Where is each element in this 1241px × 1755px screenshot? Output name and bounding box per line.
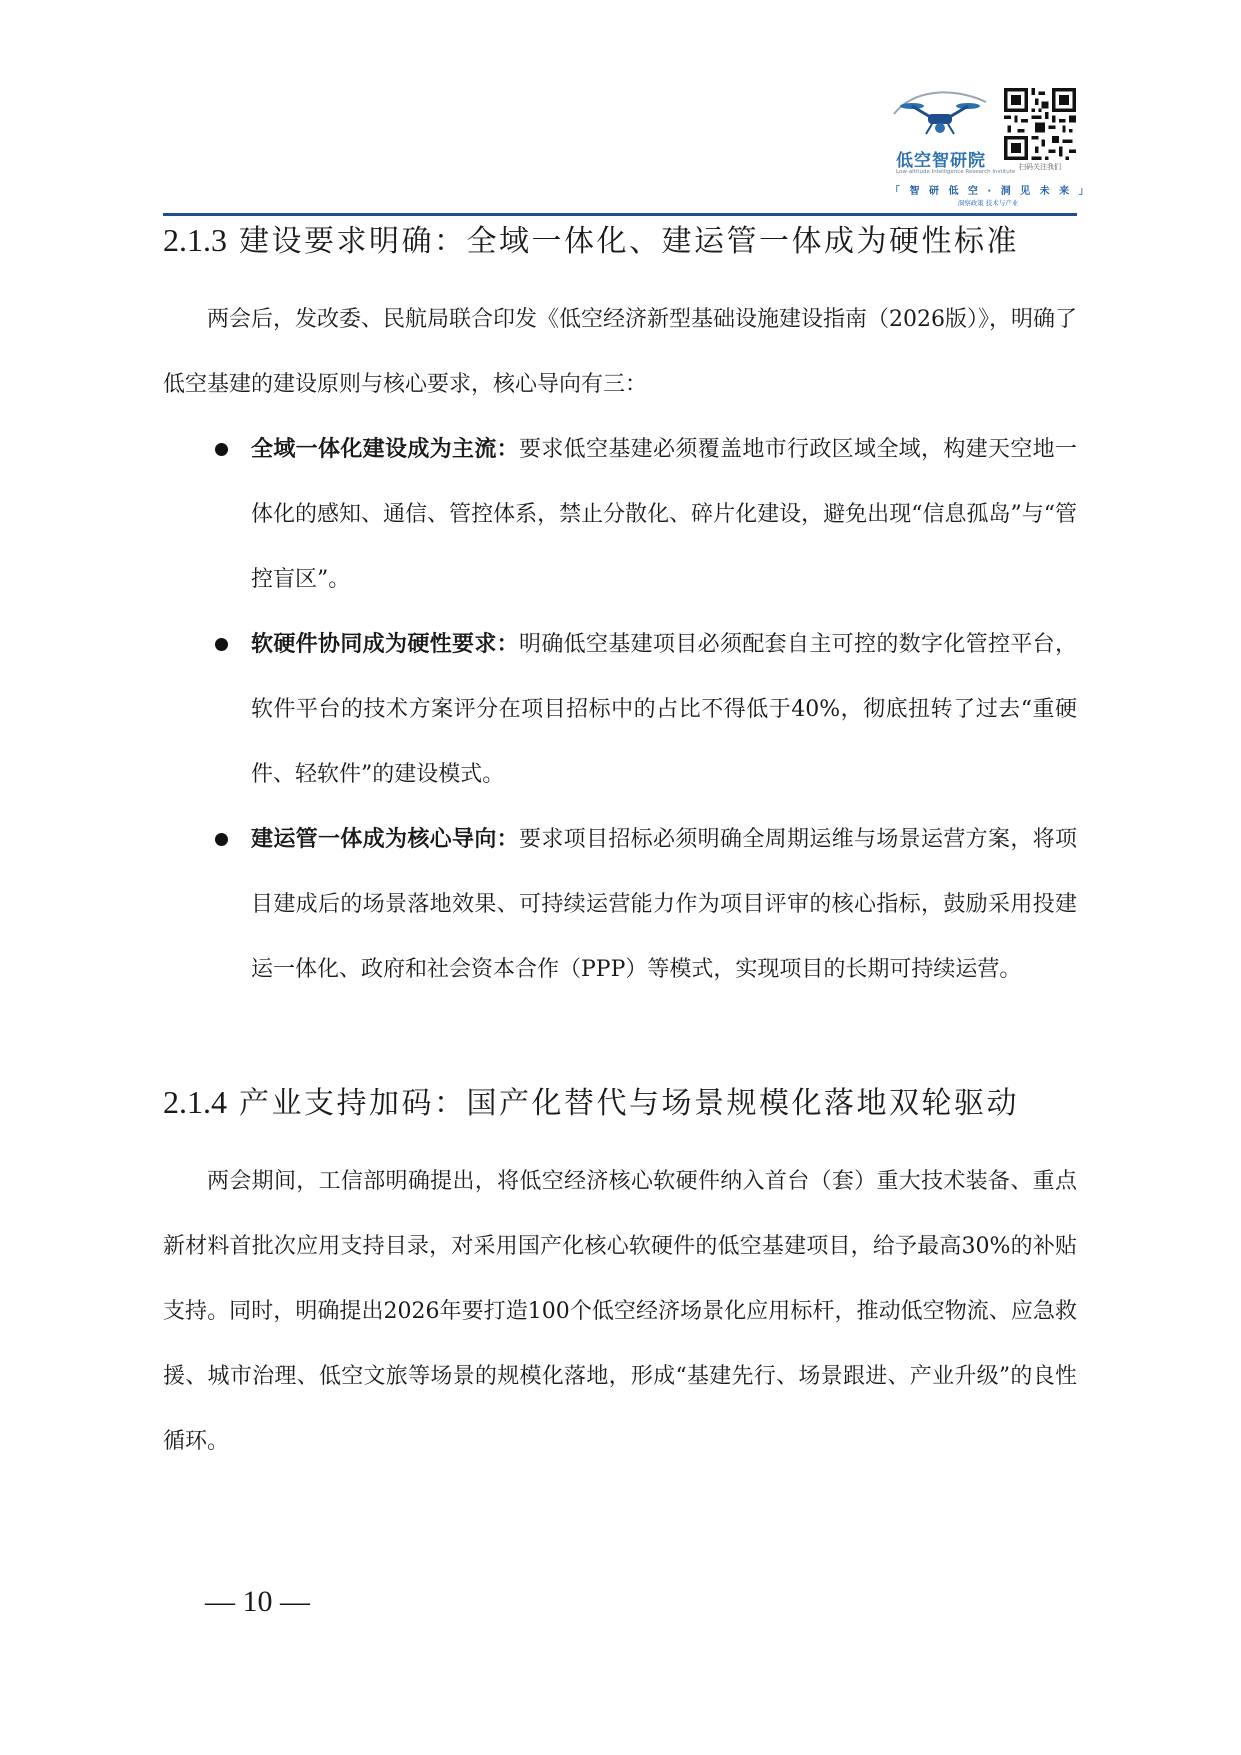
bullet-item (251, 807, 1077, 1002)
bullet-dot (215, 638, 228, 651)
section-title: 建设要求明确：全域一体化、建运管一体成为硬性标准 (227, 224, 1020, 259)
drone-logo-icon (890, 88, 990, 144)
header-divider (163, 213, 1077, 216)
bullet-bold-lead: 建运管一体成为核心导向： (251, 827, 519, 852)
logo-name: 低空智研院 (896, 151, 986, 171)
header-logo-block (890, 88, 1100, 207)
bullet-item (251, 417, 1077, 612)
section-2-1-3-intro: 两会后，发改委、民航局联合印发《低空经济新型基础设施建设指南（2026版）》，明确了低空基建的建设原则与核心要求，核心导向有三： (163, 307, 1077, 397)
qr-code-icon[interactable] (1004, 88, 1076, 160)
bullet-bold-lead: 全域一体化建设成为主流： (251, 437, 519, 462)
qr-caption: 扫码关注我们 (1019, 163, 1061, 171)
section-heading-2-1-3 (163, 220, 1019, 262)
bullet-item (251, 612, 1077, 807)
logo-english-name: Low-altitude Intelligence Research Institute (896, 169, 1016, 175)
page-number: — 10 — (205, 1585, 310, 1618)
section-title: 产业支持加码：国产化替代与场景规模化落地双轮驱动 (227, 1086, 1020, 1121)
bullet-dot (215, 833, 228, 846)
section-2-1-4-body: 两会期间，工信部明确提出，将低空经济核心软硬件纳入首台（套）重大技术装备、重点新材料首批次应用支持目录，对采用国产化核心软硬件的低空基建项目，给予最高30%的补贴支持。同时，明确提出2026年要打造100个低空经济场景化应用标杆，推动低空物流、应急救援、城市治理、低空文旅等场景的规模化落地，形成“基建先行、场景跟进、产业升级”的良性循环。 (163, 1169, 1077, 1454)
section-heading-2-1-4 (163, 1082, 1019, 1124)
bullet-text: 要求低空基建必须覆盖地市行政区域全域，构建天空地一体化的感知、通信、管控体系，禁止分散化、碎片化建设，避免出现“信息孤岛”与“管控盲区”。 (251, 437, 1077, 592)
header-subslogan: 洞察政策 技术与产业 (957, 199, 1019, 207)
bullet-text: 要求项目招标必须明确全周期运维与场景运营方案，将项目建成后的场景落地效果、可持续运营能力作为项目评审的核心指标，鼓励采用投建运一体化、政府和社会资本合作（PPP）等模式，实现项目的长期可持续运营。 (251, 827, 1077, 982)
bullet-dot (215, 443, 228, 456)
section-number: 2.1.3 (163, 222, 227, 258)
header-slogan: 「 智 研 低 空 · 洞 见 未 来 」 (890, 186, 1092, 197)
bullet-text: 明确低空基建项目必须配套自主可控的数字化管控平台，软件平台的技术方案评分在项目招标中的占比不得低于40%，彻底扭转了过去“重硬件、轻软件”的建设模式。 (251, 632, 1077, 787)
section-number: 2.1.4 (163, 1084, 227, 1120)
bullet-bold-lead: 软硬件协同成为硬性要求： (251, 632, 519, 657)
